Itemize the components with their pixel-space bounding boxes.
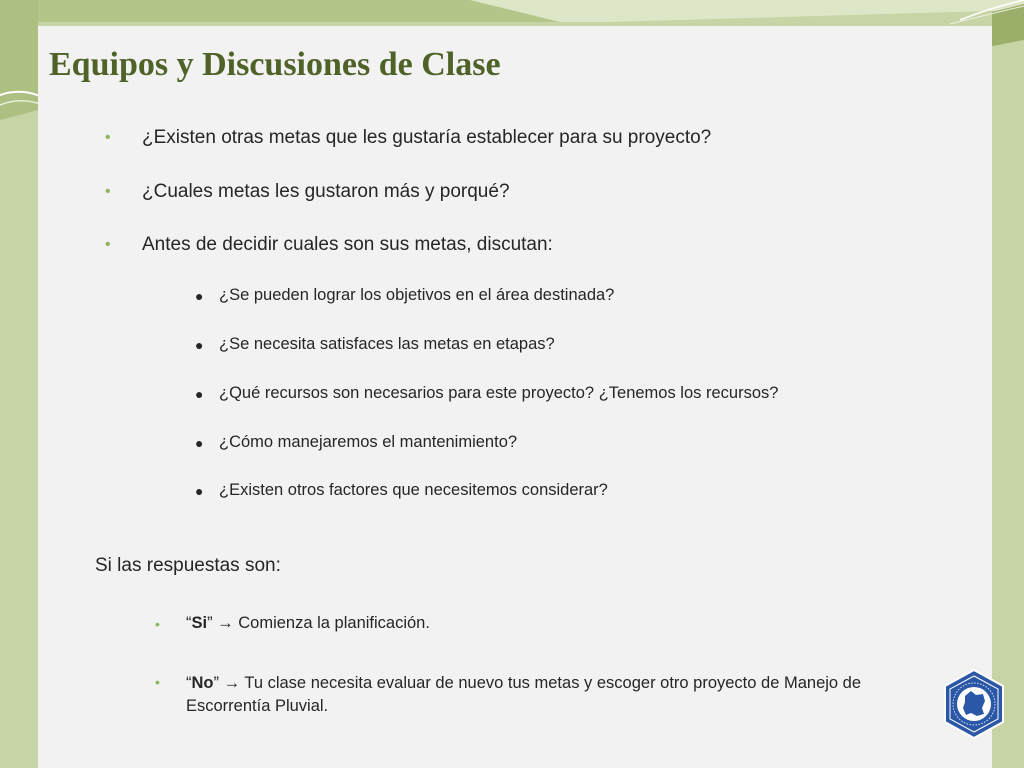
bullet-dot: •	[105, 183, 111, 200]
sub-bullet-dot: ●	[195, 483, 204, 499]
answer-yes-text: ” → Comienza la planificación.	[207, 614, 430, 632]
sub-bullet-dot: ●	[195, 386, 204, 402]
answer-keyword-no: No	[191, 674, 214, 692]
open-quote: “	[186, 614, 192, 632]
answer-keyword-yes: Si	[191, 614, 208, 632]
answer-no	[186, 672, 916, 718]
answers-heading: Si las respuestas son:	[95, 555, 281, 576]
main-bullet-1: ¿Existen otras metas que les gustaría establecer para su proyecto?	[142, 127, 712, 148]
sub-bullet-1: ¿Se pueden lograr los objetivos en el área destinada?	[219, 286, 615, 304]
bullet-dot: •	[105, 129, 111, 146]
bullet-dot: •	[155, 616, 160, 632]
bullet-dot: •	[105, 236, 111, 253]
bullet-dot: •	[155, 674, 160, 690]
sub-bullet-dot: ●	[195, 337, 204, 353]
organization-logo	[938, 668, 1010, 740]
sub-bullet-3: ¿Qué recursos son necesarios para este proyecto? ¿Tenemos los recursos?	[219, 384, 779, 402]
sub-bullet-dot: ●	[195, 435, 204, 451]
main-bullet-2: ¿Cuales metas les gustaron más y porqué?	[142, 181, 510, 202]
sub-bullet-4: ¿Cómo manejaremos el mantenimiento?	[219, 433, 518, 451]
sub-bullet-2: ¿Se necesita satisfaces las metas en etapas?	[219, 335, 555, 353]
answer-yes	[186, 614, 430, 633]
main-bullet-3: Antes de decidir cuales son sus metas, discutan:	[142, 234, 553, 255]
slide-title: Equipos y Discusiones de Clase	[49, 46, 501, 83]
sub-bullet-dot: ●	[195, 288, 204, 304]
sub-bullet-5: ¿Existen otros factores que necesitemos considerar?	[219, 481, 608, 499]
open-quote: “	[186, 674, 192, 692]
answer-no-text: ” → Tu clase necesita evaluar de nuevo tus metas y escoger otro proyecto de Manejo de Escorrentía Pluvial.	[186, 674, 862, 715]
